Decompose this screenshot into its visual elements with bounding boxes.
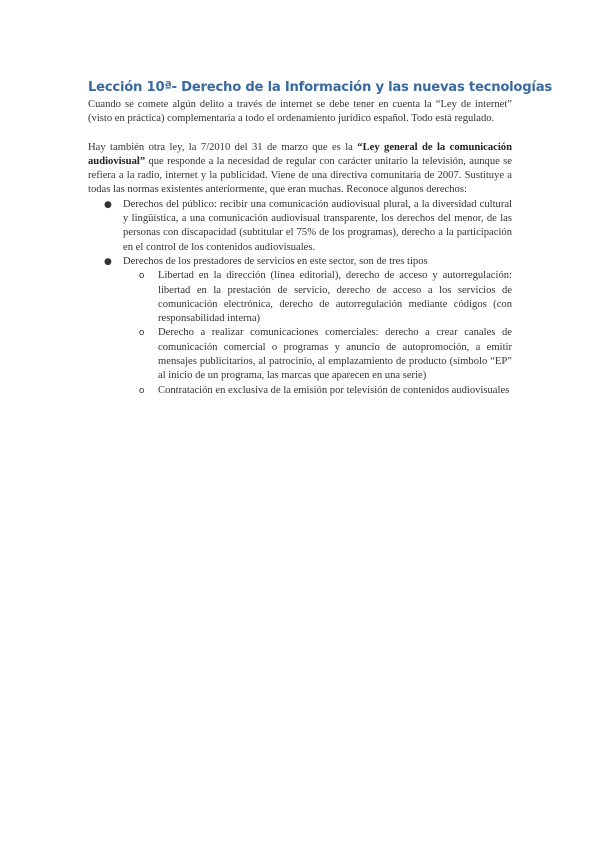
intro-paragraph: Cuando se comete algún delito a través de internet se debe tener en cuenta la “Ley de internet” (visto en práctica) complementaria a todo el ordenamiento jurídico español. Todo está regulado. (88, 99, 512, 125)
circle-bullet-icon: o (139, 384, 145, 396)
bullet-icon: ● (104, 256, 112, 267)
list-item (104, 198, 512, 255)
document-content (88, 78, 552, 398)
list-item (139, 269, 512, 326)
lesson-title: Lección 10ª- Derecho de la Información y las nuevas tecnologías (88, 80, 552, 95)
law-name: “Ley general de la comunicación audiovisual” (88, 141, 512, 167)
list-item-text: Derechos del público: recibir una comunicación audiovisual plural, a la diversidad cultural y lingüística, a una comunicación audiovisual transparente, los derechos del menor, de las personas con discapacidad (subtitular el 75% de los programas), derecho a la participación en el control de los contenidos audiovisuales. (123, 198, 512, 253)
list-item (139, 384, 512, 398)
provider-rights-list (123, 269, 512, 398)
law-paragraph-intro: Hay también otra ley, la 7/2010 del 31 de marzo que es la (88, 141, 358, 153)
list-item (139, 326, 512, 383)
list-item-text: Contratación en exclusiva de la emisión por televisión de contenidos audiovisuales (158, 384, 510, 396)
law-paragraph (88, 141, 512, 198)
list-item-text: Derecho a realizar comunicaciones comerciales: derecho a crear canales de comunicación comercial o programas y anuncio de autopromoción, a emitir mensajes publicitarios, al patrocinio, al emplazamiento de producto (símbolo “EP” al inicio de un programa, las marcas que aparecen en una serie) (158, 327, 512, 382)
list-item-text: Libertad en la dirección (línea editorial), derecho de acceso y autorregulación: libertad en la prestación de servicio, derecho de acceso a los servicios de comunicación electrónica, derecho de autorregulación mediante códigos (con responsabilidad interna) (158, 270, 512, 325)
rights-list (88, 198, 512, 398)
bullet-icon: ● (104, 199, 112, 210)
law-paragraph-rest: que responde a la necesidad de regular con carácter unitario la televisión, aunque se refiera a la radio, internet y la publicidad. Viene de una directiva comunitaria de 2007. Sustituye a todas las normas existentes anteriormente, que eran muchas. Reconoce algunos derechos: (88, 155, 512, 196)
circle-bullet-icon: o (139, 270, 145, 282)
circle-bullet-icon: o (139, 327, 145, 339)
list-item (104, 255, 512, 398)
list-item-text: Derechos de los prestadores de servicios en este sector, son de tres tipos (123, 255, 428, 267)
